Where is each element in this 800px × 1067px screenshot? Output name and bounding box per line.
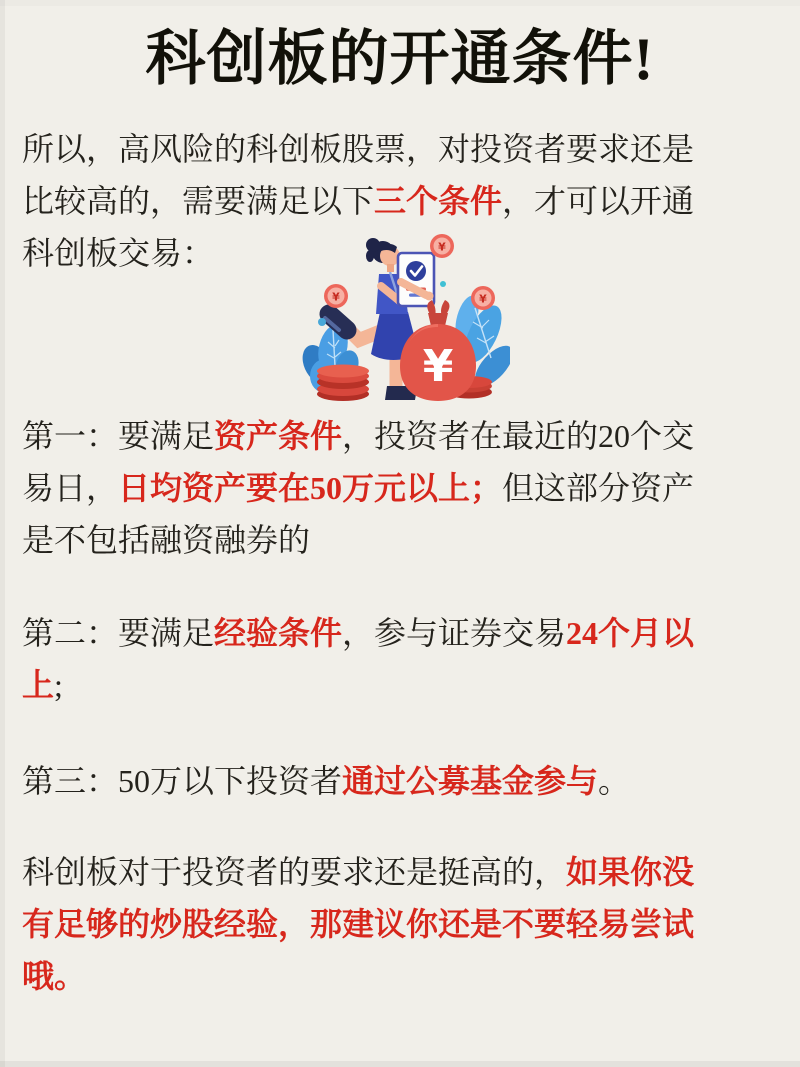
text-segment: 24个月以上 xyxy=(22,615,695,703)
text-segment: 第一：要满足 xyxy=(22,418,215,454)
coin-stack-left-icon xyxy=(317,365,369,402)
yuan-coin-icon xyxy=(471,286,495,310)
yuan-coin-icon xyxy=(430,234,454,258)
text-segment: ; xyxy=(54,667,63,703)
decor-dot xyxy=(440,281,446,287)
page-edge-top xyxy=(0,0,800,6)
text-segment: 资产条件 xyxy=(214,418,343,454)
finance-illustration xyxy=(295,226,510,406)
condition-3-paragraph xyxy=(22,755,712,807)
yuan-coin-icon xyxy=(324,284,348,308)
svg-text:¥: ¥ xyxy=(332,290,340,304)
text-segment: 所以，高风险的科创板股票，对投资者要求还是比较高的，需要满足以下 xyxy=(22,131,695,219)
text-segment: 三个条件 xyxy=(374,183,503,219)
text-segment: 日均资产要在50万元以上； xyxy=(118,470,503,506)
text-segment: ，才可以开通科创板交易： xyxy=(22,183,695,271)
page-edge-bottom xyxy=(0,1061,800,1067)
text-segment: 经验条件 xyxy=(214,615,343,651)
svg-text:¥: ¥ xyxy=(479,292,487,306)
text-segment: ，参与证券交易 xyxy=(342,615,567,651)
warning-paragraph xyxy=(22,846,712,1002)
page-edge-left xyxy=(0,0,5,1067)
check-circle-icon xyxy=(406,261,426,281)
page-title: 科创板的开通条件! xyxy=(145,26,655,92)
text-segment: 但这部分资产是不包括融资融券的 xyxy=(22,470,695,558)
svg-text:¥: ¥ xyxy=(438,240,446,254)
text-segment: 通过公募基金参与 xyxy=(342,763,599,799)
text-segment: 。 xyxy=(598,763,631,799)
condition-1-paragraph xyxy=(22,410,712,566)
yuan-symbol: ¥ xyxy=(422,341,454,392)
text-segment: 科创板对于投资者的要求还是挺高的， xyxy=(22,854,567,890)
text-segment: ，投资者在最近的20个交易日， xyxy=(22,418,695,506)
decor-dot xyxy=(318,318,326,326)
text-segment: 如果你没有足够的炒股经验，那建议你还是不要轻易尝试哦。 xyxy=(22,854,695,994)
condition-2-paragraph xyxy=(22,607,712,711)
text-segment: 第二：要满足 xyxy=(22,615,215,651)
text-segment: 第三：50万以下投资者 xyxy=(22,763,343,799)
